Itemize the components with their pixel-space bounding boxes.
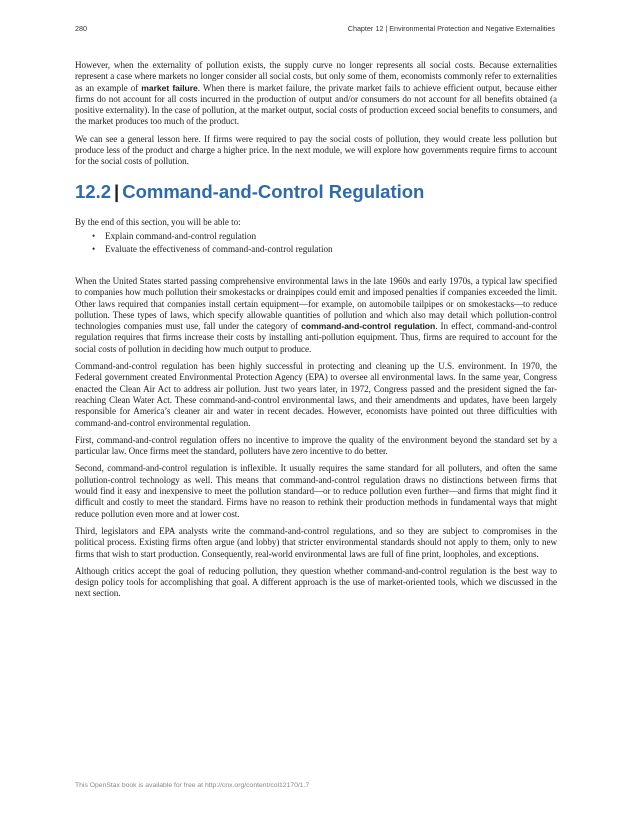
bullet-icon: •	[92, 230, 96, 241]
chapter-prefix: Chapter 12	[347, 24, 384, 33]
paragraph-general-lesson: We can see a general lesson here. If firms were required to pay the social costs of pollution, they would create less pollution but produce less of the product and charge a higher price. In the next module, we will explore how governments require firms to account for the social costs of pollution.	[75, 133, 557, 167]
key-term-market-failure: market failure	[141, 82, 198, 93]
list-item: • Evaluate the effectiveness of command-and-control regulation	[92, 243, 333, 254]
page-number: 280	[75, 24, 87, 33]
chapter-separator: |	[385, 24, 388, 33]
section-heading	[75, 181, 557, 203]
list-item: • Explain command-and-control regulation	[92, 230, 257, 241]
paragraph-success: Command-and-control regulation has been highly successful in protecting and cleaning up the U.S. environment. In 1970, the Federal government created Environmental Protection Agency (EPA) to oversee all environmental laws. In the same year, Congress enacted the Clean Air Act to address air pollution. Just two years later, in 1972, Congress passed and the president signed the far-reaching Clean Water Act. These command-and-control environmental laws, and their amendments and updates, have been largely responsible for America’s cleaner air and water in recent decades. However, economists have pointed out three difficulties with command-and-control environmental regulation.	[75, 361, 557, 428]
page-header	[75, 24, 555, 36]
paragraph-command-and-control-intro: When the United States started passing comprehensive environmental laws in the late 1960s and early 1970s, a typical law specified to companies how much pollution their smokestacks or drainpipes could emit and imposed penalties if companies exceeded the limit. Other laws required that companies install certain equipment—for example, on automobile tailpipes or on smokestacks—to reduce pollution. These types of laws, which specify allowable quantities of pollution and which also may detail which pollution-control technologies companies must use, fall under the category of command-and-control regulation. In effect, command-and-control regulation requires that firms increase their costs by installing anti-pollution equipment. Thus, firms are required to account for the social costs of pollution in deciding how much output to produce.	[75, 275, 557, 354]
bullet-icon: •	[92, 243, 96, 254]
paragraph-market-failure: However, when the externality of pollution exists, the supply curve no longer represents all social costs. Because externalities represent a case where markets no longer consider all social costs, but only some of them, economists commonly refer to externalities as an example of market failure. When there is market failure, the private market fails to achieve efficient output, because either firms do not account for all costs incurred in the production of output and/or consumers do not account for all benefits obtained (a positive externality). In the case of pollution, at the market output, social costs of production exceed social benefits to consumers, and the market produces too much of the product.	[75, 60, 557, 127]
paragraph-third-difficulty: Third, legislators and EPA analysts write the command-and-control regulations, and so they are subject to compromises in the political process. Existing firms often argue (and lobby) that stricter environmental standards should not apply to them, only to new firms that wish to start production. Consequently, real-world environmental laws are full of fine print, loopholes, and exceptions.	[75, 525, 557, 559]
learning-objectives-list	[75, 230, 557, 256]
section-title: Command-and-Control Regulation	[122, 180, 425, 202]
page-footer: This OpenStax book is available for free at http://cnx.org/content/col12170/1.7	[75, 782, 310, 789]
paragraph-second-difficulty: Second, command-and-control regulation is inflexible. It usually requires the same standard for all polluters, and often the same pollution-control technology as well. This means that command-and-control regulation draws no distinctions between firms that would find it easy and inexpensive to meet the pollution standard—or to reduce pollution even further—and firms that might find it difficult and costly to meet the standard. Firms have no reason to rethink their production methods in fundamental ways that might reduce pollution even more and at lower cost.	[75, 463, 557, 519]
section-number: 12.2	[75, 180, 112, 202]
section-separator: |	[114, 180, 120, 202]
chapter-title: Environmental Protection and Negative Externalities	[389, 24, 555, 33]
paragraph-conclusion: Although critics accept the goal of reducing pollution, they question whether command-and-control regulation is the best way to design policy tools for accomplishing that goal. A different approach is the use of market-oriented tools, which we discussed in the next section.	[75, 565, 557, 599]
paragraph-first-difficulty: First, command-and-control regulation offers no incentive to improve the quality of the environment beyond the standard set by a particular law. Once firms meet the standard, polluters have zero incentive to do better.	[75, 434, 557, 457]
page-content	[75, 60, 557, 606]
objectives-intro: By the end of this section, you will be able to:	[75, 216, 241, 227]
key-term-command-and-control: command-and-control regulation	[301, 321, 436, 332]
running-head	[348, 24, 555, 33]
